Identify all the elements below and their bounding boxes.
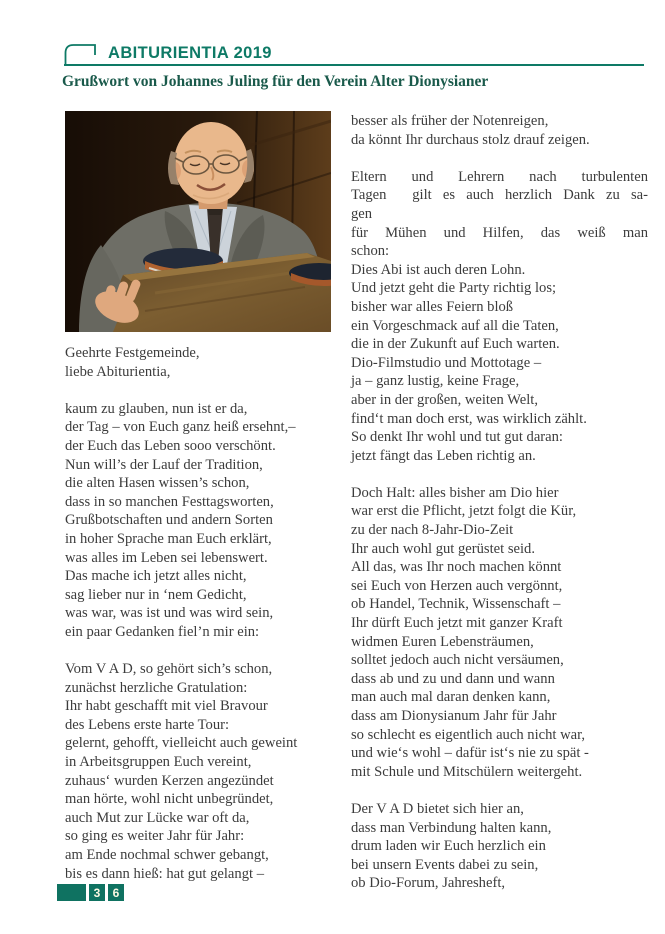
poem-line xyxy=(351,465,648,484)
poem-line: die alten Hasen wissen’s schon, xyxy=(65,475,250,492)
poem-line: war erst die Pflicht, jetzt folgt die Kür, xyxy=(351,503,577,520)
poem-line: und wie‘s wohl – dafür ist‘s nie zu spät - xyxy=(351,745,589,762)
poem-line: ein paar Gedanken fiel’n mir ein: xyxy=(65,623,260,640)
tab-bracket-icon xyxy=(64,42,100,66)
poem-line: zuhaus‘ wurden Kerzen angezündet xyxy=(65,772,274,789)
poem-line: find‘t man doch erst, was wirklich zählt. xyxy=(351,410,587,427)
poem-line: Ihr dürft Euch jetzt mit ganzer Kraft xyxy=(351,615,563,632)
poem-line: in Arbeitsgruppen Euch vereint, xyxy=(65,754,252,771)
poem-line: Der V A D bietet sich hier an, xyxy=(351,800,524,817)
poem-line: Und jetzt geht die Party richtig los; xyxy=(351,280,557,297)
poem-line: auch Mut zur Lücke war oft da, xyxy=(65,809,250,826)
poem-line xyxy=(351,781,648,800)
poem-line: des Lebens erste harte Tour: xyxy=(65,716,230,733)
poem-line: solltet jedoch auch nicht versäumen, xyxy=(351,652,564,669)
poem-line: bis es dann hieß: hat gut gelangt – xyxy=(65,865,265,882)
poem-line: Dio-Filmstudio und Mottotage – xyxy=(351,354,542,371)
poem-line: ob Dio-Forum, Jahresheft, xyxy=(351,875,506,892)
poem-line: gelernt, gehofft, vielleicht auch geweint xyxy=(65,735,298,752)
poem-line: am Ende nochmal schwer gebangt, xyxy=(65,847,269,864)
speaker-photo xyxy=(65,111,331,332)
poem-line: sei Euch von Herzen auch vergönnt, xyxy=(351,577,563,594)
poem-line: kaum zu glauben, nun ist er da, xyxy=(65,400,248,417)
header-kicker xyxy=(64,42,272,66)
poem-line: Dies Abi ist auch deren Lohn. xyxy=(351,261,526,278)
poem-line: So denkt Ihr wohl und tut gut daran: xyxy=(351,429,563,446)
poem-line: Ihr habt geschafft mit viel Bravour xyxy=(65,698,268,715)
poem-line: bisher war alles Feiern bloß xyxy=(351,298,514,315)
poem-line xyxy=(65,642,349,661)
page-number-box: 6 xyxy=(108,884,124,901)
poem-line: bei unsern Events dabei zu sein, xyxy=(351,856,539,873)
poem-line: so ging es weiter Jahr für Jahr: xyxy=(65,828,245,845)
poem-line: der Euch das Leben sooo verschönt. xyxy=(65,437,276,454)
poem-line: ob Handel, Technik, Wissenschaft – xyxy=(351,596,561,613)
poem-line: so schlecht es eigentlich auch nicht war, xyxy=(351,726,586,743)
poem-line: Ihr auch wohl gut gerüstet seid. xyxy=(351,540,535,557)
text-column-left xyxy=(65,344,349,883)
poem-line: mit Schule und Mitschülern weitergeht. xyxy=(351,763,583,780)
poem-line: man hörte, wohl nicht unbegründet, xyxy=(65,791,274,808)
text-column-right xyxy=(351,112,648,893)
poem-line: Vom V A D, so gehört sich’s schon, xyxy=(65,661,273,678)
poem-line: was alles im Leben sei lebenswert. xyxy=(65,549,268,566)
page-title: Grußwort von Johannes Juling für den Verein Alter Dionysianer xyxy=(62,73,489,90)
poem-line: jetzt fängt das Leben richtig an. xyxy=(351,447,536,464)
poem-line: Nun will’s der Lauf der Tradition, xyxy=(65,456,263,473)
poem-line: besser als früher der Notenreigen, xyxy=(351,113,549,129)
poem-line: liebe Abiturientia, xyxy=(65,363,171,380)
poem-line: schon: xyxy=(351,243,390,260)
poem-line: für Mühen und Hilfen, das weiß man xyxy=(351,224,648,241)
poem-line: widmen Euren Lebensträumen, xyxy=(351,633,534,650)
poem-line xyxy=(65,381,349,400)
poem-line: man auch mal daran denken kann, xyxy=(351,689,551,706)
poem-line: All das, was Ihr noch machen könnt xyxy=(351,559,562,576)
speaker-photo-illustration xyxy=(65,111,331,332)
poem-line: Grußbotschaften und andern Sorten xyxy=(65,512,273,529)
poem-line: dass in so manchen Festtagsworten, xyxy=(65,493,274,510)
poem-line: da könnt Ihr durchaus stolz drauf zeigen. xyxy=(351,131,590,148)
poem-line: sag lieber nur in ‘nem Gedicht, xyxy=(65,586,247,603)
poem-line: dass am Dionysianum Jahr für Jahr xyxy=(351,708,557,724)
page-number-box xyxy=(57,884,86,901)
poem-line: Doch Halt: alles bisher am Dio hier xyxy=(351,484,559,501)
poem-line xyxy=(351,149,648,168)
poem-line: in hoher Sprache man Euch erklärt, xyxy=(65,530,272,547)
kicker-label: ABITURIENTIA 2019 xyxy=(108,44,272,62)
poem-line: zunächst herzliche Gratulation: xyxy=(65,679,248,696)
poem-line: dass man Verbindung halten kann, xyxy=(351,819,552,836)
page-number-box: 3 xyxy=(89,884,105,901)
poem-line: ja – ganz lustig, keine Frage, xyxy=(351,373,520,390)
header-rule xyxy=(64,64,644,66)
poem-line: Tagen gilt es auch herzlich Dank zu sa- xyxy=(351,187,648,204)
poem-line: aber in der großen, weiten Welt, xyxy=(351,391,538,408)
poem-line: der Tag – von Euch ganz heiß ersehnt,– xyxy=(65,419,296,436)
poem-line: Das mache ich jetzt alles nicht, xyxy=(65,568,247,585)
poem-line: drum laden wir Euch herzlich ein xyxy=(351,838,546,855)
page-number xyxy=(57,884,124,901)
poem-line: zu der nach 8-Jahr-Dio-Zeit xyxy=(351,522,514,539)
poem-line: Eltern und Lehrern nach turbulenten xyxy=(351,168,648,185)
poem-line: gen xyxy=(351,205,373,222)
poem-line: was war, was ist und was wird sein, xyxy=(65,605,274,622)
poem-line: die in der Zukunft auf Euch warten. xyxy=(351,336,560,353)
poem-line: ein Vorgeschmack auf all die Taten, xyxy=(351,317,559,334)
poem-line: dass ab und zu und dann und wann xyxy=(351,670,555,687)
poem-line: Geehrte Festgemeinde, xyxy=(65,345,200,361)
